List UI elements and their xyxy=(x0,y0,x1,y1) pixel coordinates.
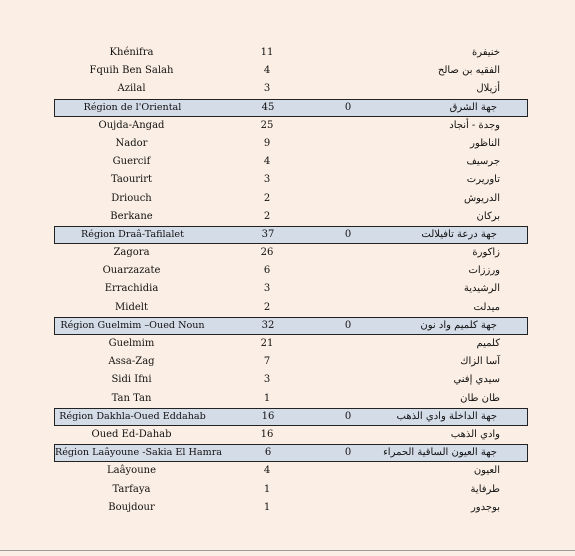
province-name-arabic: وجدة - أنجاد xyxy=(449,119,500,131)
count-value: 25 xyxy=(260,119,274,131)
province-name: Oued Ed-Dahab xyxy=(91,428,172,440)
count-value: 3 xyxy=(263,174,271,186)
province-name: Guercif xyxy=(112,156,151,168)
table-row xyxy=(54,135,528,153)
count-value: 7 xyxy=(263,356,271,368)
table-row xyxy=(54,117,528,135)
province-name: Boujdour xyxy=(108,501,155,513)
province-name-arabic: الناظور xyxy=(470,137,500,149)
count-value: 9 xyxy=(263,137,271,149)
statistics-table xyxy=(54,44,528,517)
table-row xyxy=(54,190,528,208)
province-name-arabic: خنيفرة xyxy=(471,47,500,58)
province-name-arabic: زاكورة xyxy=(472,247,500,259)
province-name-arabic: تاوريرت xyxy=(466,174,500,186)
province-name: Zagora xyxy=(113,247,150,259)
table-row xyxy=(54,426,528,444)
table-row xyxy=(54,153,528,171)
count-value: 11 xyxy=(260,47,274,58)
count-value: 16 xyxy=(260,428,274,440)
count-value: 1 xyxy=(263,483,271,495)
count-value: 21 xyxy=(260,338,274,349)
province-name-arabic: العيون xyxy=(473,465,500,477)
region-name: Région de l'Oriental xyxy=(83,101,182,113)
province-name-arabic: ورززات xyxy=(468,265,500,277)
table-row xyxy=(54,499,528,517)
province-name: Fquih Ben Salah xyxy=(89,65,174,77)
region-row xyxy=(54,226,528,244)
province-name-arabic: بوجدور xyxy=(470,501,500,513)
province-name: Midelt xyxy=(115,301,148,313)
page-bottom-rule xyxy=(0,550,575,551)
province-name-arabic: الدريوش xyxy=(463,192,500,204)
province-name-arabic: ميدلت xyxy=(473,301,500,313)
province-name-arabic: وادي الذهب xyxy=(450,428,500,440)
zero-value: 0 xyxy=(344,228,352,240)
province-name-arabic: آسا الزاك xyxy=(460,356,500,368)
region-row xyxy=(54,408,528,426)
province-name: Ouarzazate xyxy=(102,265,161,277)
count-value: 32 xyxy=(261,319,275,331)
count-value: 3 xyxy=(263,283,271,295)
province-name: Tarfaya xyxy=(112,483,151,495)
province-name-arabic: الفقيه بن صالح xyxy=(437,65,500,77)
count-value: 6 xyxy=(264,447,272,459)
province-name-arabic: طرفاية xyxy=(470,483,500,495)
count-value: 1 xyxy=(263,501,271,513)
province-name: Oujda-Angad xyxy=(98,119,165,131)
table-row xyxy=(54,335,528,353)
province-name-arabic: أزيلال xyxy=(476,83,500,95)
province-name: Assa-Zag xyxy=(108,356,155,368)
province-name: Driouch xyxy=(111,192,152,204)
count-value: 16 xyxy=(261,410,275,422)
count-value: 4 xyxy=(263,156,271,168)
zero-value: 0 xyxy=(344,447,352,459)
count-value: 37 xyxy=(261,228,275,240)
province-name-arabic: كلميم xyxy=(476,338,500,349)
province-name-arabic: الرشيدية xyxy=(463,283,500,295)
table-row xyxy=(54,462,528,480)
province-name: Guelmim xyxy=(108,338,155,349)
region-row xyxy=(54,444,528,462)
province-name: Khénifra xyxy=(109,47,154,58)
region-name: Région Guelmim –Oued Noun xyxy=(60,319,205,331)
table-row xyxy=(54,262,528,280)
table-row xyxy=(54,171,528,189)
count-value: 3 xyxy=(263,83,271,95)
count-value: 2 xyxy=(263,301,271,313)
count-value: 26 xyxy=(260,247,274,259)
table-row xyxy=(54,353,528,371)
province-name-arabic: طان طان xyxy=(460,392,500,404)
region-name: Région Dakhla-Oued Eddahab xyxy=(59,410,206,422)
zero-value: 0 xyxy=(344,410,352,422)
count-value: 3 xyxy=(263,374,271,386)
region-name-arabic: جهة درعة تافيلالت xyxy=(421,228,497,240)
count-value: 6 xyxy=(263,265,271,277)
count-value: 4 xyxy=(263,465,271,477)
province-name: Taourirt xyxy=(110,174,153,186)
zero-value: 0 xyxy=(344,319,352,331)
table-row xyxy=(54,62,528,80)
province-name: Sidi Ifni xyxy=(111,374,152,386)
province-name-arabic: بركان xyxy=(476,210,500,222)
count-value: 45 xyxy=(261,101,275,113)
table-row xyxy=(54,280,528,298)
count-value: 2 xyxy=(263,192,271,204)
count-value: 4 xyxy=(263,65,271,77)
region-row xyxy=(54,99,528,117)
count-value: 2 xyxy=(263,210,271,222)
region-name-arabic: جهة الداخلة وادي الذهب xyxy=(396,410,497,422)
province-name-arabic: جرسيف xyxy=(466,156,500,168)
province-name: Laâyoune xyxy=(106,465,157,477)
zero-value: 0 xyxy=(344,101,352,113)
region-row xyxy=(54,317,528,335)
region-name: Région Laâyoune -Sakia El Hamra xyxy=(55,447,223,459)
province-name: Errachidia xyxy=(104,283,159,295)
table-row xyxy=(54,390,528,408)
table-row xyxy=(54,208,528,226)
province-name: Nador xyxy=(115,137,148,149)
province-name: Tan Tan xyxy=(111,392,152,404)
region-name-arabic: جهة العيون الساقية الحمراء xyxy=(383,447,497,459)
region-name-arabic: جهة كلميم واد نون xyxy=(420,319,497,331)
table-row xyxy=(54,244,528,262)
region-name-arabic: جهة الشرق xyxy=(449,101,497,113)
table-row xyxy=(54,481,528,499)
table-row xyxy=(54,299,528,317)
table-row xyxy=(54,44,528,62)
province-name: Berkane xyxy=(110,210,153,222)
table-row xyxy=(54,371,528,389)
province-name-arabic: سيدي إفني xyxy=(453,374,500,386)
region-name: Région Draâ-Tafilalet xyxy=(81,228,184,240)
count-value: 1 xyxy=(263,392,271,404)
table-row xyxy=(54,80,528,98)
province-name: Azilal xyxy=(117,83,146,95)
